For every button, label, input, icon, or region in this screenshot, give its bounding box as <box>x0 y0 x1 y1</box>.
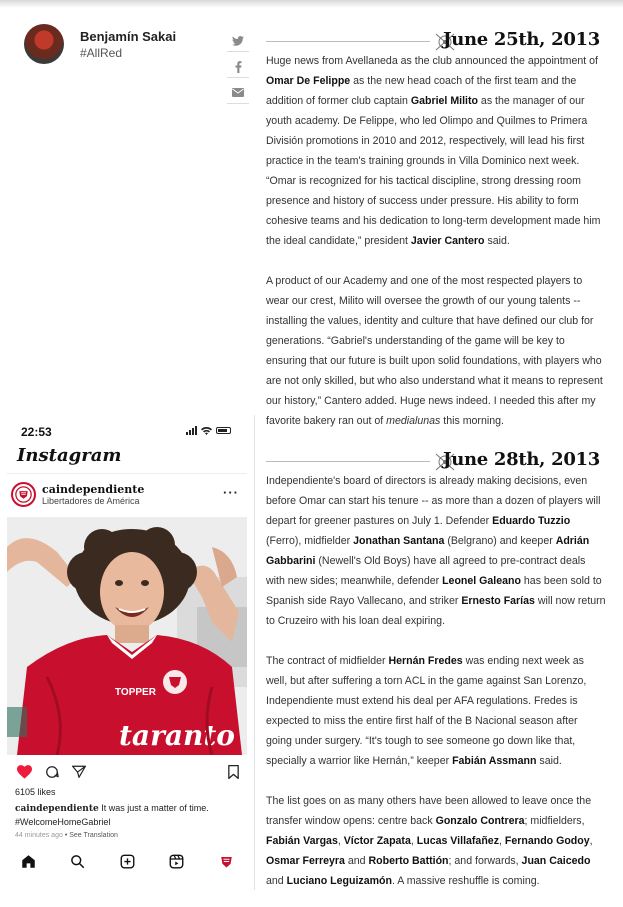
bold-name: Jonathan Santana <box>353 535 445 547</box>
instagram-phone-mockup <box>7 415 247 885</box>
bold-name: Javier Cantero <box>410 235 485 247</box>
bold-name: Fernando Godoy <box>504 835 590 847</box>
author-block <box>24 24 176 64</box>
time-ago: 44 minutes ago <box>15 832 63 839</box>
entry-1-paragraph-1 <box>266 51 606 251</box>
text-run: A product of our Academy and one of the most respected players to wear our crest, Milito will oversee the growth of our young talents -- installing the values, identity and culture that have defined our club for generations. “Gabriel's understanding of the game will be key to ensuring that our future is built upon solid foundations, with players who are not only skilled, but who also understand what it means to represent our history,” Cantero added. Huge news indeed. I needed this after my favorite bakery ran out of <box>266 275 603 427</box>
email-share-button[interactable] <box>227 82 249 104</box>
text-run: (Belgrano) and keeper <box>444 535 556 547</box>
text-run: said. <box>536 755 562 767</box>
club-crest-icon <box>15 486 32 503</box>
reels-icon <box>169 854 184 869</box>
text-run: and <box>266 875 287 887</box>
text-run: , <box>499 835 505 847</box>
bold-name: Lucas Villafañez <box>416 835 499 847</box>
twitter-icon <box>232 36 244 46</box>
bold-name: Eduardo Tuzzio <box>492 515 571 527</box>
text-run: ; and forwards, <box>448 855 522 867</box>
entry-header-2 <box>266 451 602 473</box>
bold-name: Leonel Galeano <box>442 575 521 587</box>
bold-name: Fabián Vargas <box>266 835 338 847</box>
post-header <box>11 482 144 507</box>
text-run: Huge news from Avellaneda as the club announced the appointment of <box>266 55 598 67</box>
text-run: , <box>337 835 344 847</box>
author-name[interactable]: Benjamín Sakai <box>80 28 177 44</box>
top-shadow <box>0 0 623 8</box>
bottom-tab-bar <box>17 851 237 871</box>
bold-name: Omar De Felippe <box>266 75 351 87</box>
italic-text: medialunas <box>386 415 441 427</box>
player-celebration-image <box>7 517 247 755</box>
post-timestamp <box>15 832 118 839</box>
status-icons <box>186 426 231 435</box>
post-username[interactable]: caindependiente <box>42 483 145 496</box>
entry-2-paragraph-2 <box>266 651 606 771</box>
text-run: (Newell's Old Boys) have all agreed to pre-contract deals with new sides; meanwhile, defender <box>266 555 586 587</box>
wifi-icon <box>201 427 212 435</box>
author-avatar[interactable] <box>24 24 64 64</box>
author-handle[interactable]: #AllRed <box>80 45 123 60</box>
header-divider <box>7 473 247 474</box>
entry-date: June 25th, 2013 <box>443 29 600 50</box>
tab-profile[interactable] <box>215 851 237 871</box>
instagram-logo[interactable]: Instagram <box>17 445 122 466</box>
text-run: has been sold to Spanish side Rayo Vallecano, and striker <box>266 575 602 607</box>
entry-2-paragraph-1 <box>266 471 606 631</box>
facebook-share-button[interactable] <box>227 56 249 78</box>
text-run: Independiente's board of directors is already making decisions, even before Omar can start his tenure -- as more than a dozen of players will depart for greener pastures on July 1. Defender <box>266 475 601 527</box>
facebook-icon <box>235 61 242 73</box>
tab-create[interactable] <box>116 851 138 871</box>
bold-name: Osmar Ferreyra <box>266 855 345 867</box>
entry-1-paragraph-2 <box>266 271 606 431</box>
profile-crest-icon <box>219 854 234 869</box>
entry-date: June 28th, 2013 <box>443 449 600 470</box>
text-run: this morning. <box>440 415 504 427</box>
text-run: , <box>589 835 593 847</box>
add-post-icon <box>120 854 135 869</box>
home-icon <box>21 854 36 869</box>
caption-text: It was just a matter of time. <box>98 803 209 813</box>
tab-home[interactable] <box>17 851 39 871</box>
text-run: ; midfielders, <box>524 815 585 827</box>
bold-name: Luciano Leguizamón <box>286 875 392 887</box>
bold-name: Roberto Battión <box>368 855 449 867</box>
bold-name: Fabián Assmann <box>452 755 537 767</box>
caption-hashtag[interactable]: #WelcomeHomeGabriel <box>15 817 111 827</box>
comment-icon[interactable] <box>45 765 59 779</box>
share-send-icon[interactable] <box>72 765 86 778</box>
more-options-icon[interactable]: ··· <box>223 485 239 500</box>
text-run: The contract of midfielder <box>266 655 389 667</box>
shirt-brand-text: TOPPER <box>115 687 156 698</box>
text-run: as the new head coach of the first team and the addition of former club captain <box>266 75 577 107</box>
email-icon <box>232 88 244 97</box>
bold-name: Adrián Gabbarini <box>266 535 590 567</box>
post-location[interactable]: Libertadores de América <box>42 496 140 506</box>
bold-name: Gonzalo Contrera <box>435 815 525 827</box>
like-heart-icon[interactable] <box>17 765 32 779</box>
text-run: was ending next week as well, but after suffering a torn ACL in the game against San Lorenzo, Independiente must extend his deal per AFA regulations. Fredes is expected to miss the entire first half of the B Nacional season after going under surgery. “It's tough to see someone go down like that, specially a warrior like Hernán,” keeper <box>266 655 587 767</box>
text-run: and <box>344 855 369 867</box>
text-run: as the manager of our youth academy. De Felippe, who led Olimpo and Quilmes to Primera División promotions in 2010 and 2012, respectively, will lead his first practice in the team's training grounds in Villa Dominico next week. “Omar is recognized for his tactical discipline, strong dressing room presence and history of success under pressure. His ability to form cohesive teams and his dedication to long-term development made him the ideal candidate,” president <box>266 95 601 247</box>
post-photo[interactable] <box>7 517 247 755</box>
bold-name: Gabriel Milito <box>410 95 478 107</box>
text-run: (Ferro), midfielder <box>266 535 354 547</box>
share-buttons <box>227 30 249 108</box>
signal-icon <box>186 426 197 435</box>
tab-reels[interactable] <box>166 851 188 871</box>
entry-header-1 <box>266 31 602 53</box>
bold-name: Víctor Zapata <box>343 835 411 847</box>
tab-search[interactable] <box>67 851 89 871</box>
shirt-sponsor-text: taranto <box>119 719 235 752</box>
bookmark-icon[interactable] <box>228 765 239 779</box>
header-rule <box>266 461 430 462</box>
text-run: said. <box>484 235 510 247</box>
caption-username[interactable]: caindependiente <box>15 804 99 814</box>
column-divider <box>254 415 255 890</box>
bold-name: Ernesto Farías <box>461 595 535 607</box>
see-translation-link[interactable]: • See Translation <box>62 832 118 839</box>
twitter-share-button[interactable] <box>227 30 249 52</box>
bold-name: Juan Caicedo <box>521 855 591 867</box>
search-icon <box>70 854 85 869</box>
text-run: The list goes on as many others have been allowed to leave once the transfer window opens: centre back <box>266 795 592 827</box>
text-run: , <box>410 835 417 847</box>
text-run: . A massive reshuffle is coming. <box>391 875 540 887</box>
post-actions <box>17 763 241 781</box>
status-time: 22:53 <box>21 425 52 439</box>
post-caption <box>15 802 243 815</box>
entry-2-paragraph-3 <box>266 791 606 891</box>
bold-name: Hernán Fredes <box>388 655 463 667</box>
battery-icon <box>216 427 231 434</box>
header-rule <box>266 41 430 42</box>
like-count[interactable]: 6105 likes <box>15 787 56 797</box>
club-avatar[interactable] <box>11 482 36 507</box>
text-run: will now return to Cruzeiro with his loan deal expiring. <box>266 595 606 627</box>
